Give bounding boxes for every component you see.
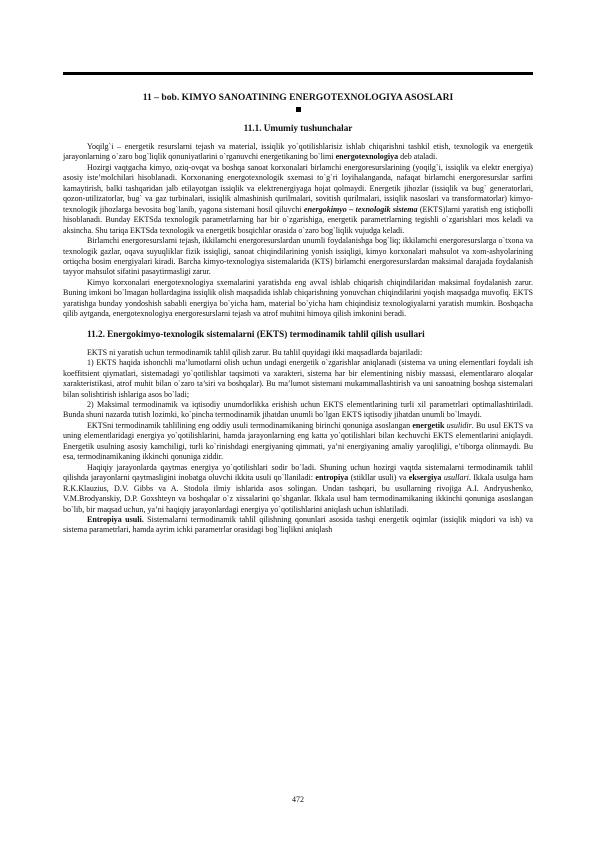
paragraph-6: 1) EKTS haqida ishonchli ma’lumotlarni olish uchun undagi energetik o`zgarishlar aniqlanadi (sistema va uning elementlari foydali ish koeffitsient qiymatlari, sistemadagi yo`qotilishlar taqsimoti va xarakteri, sistema har bir elementining nisbiy massasi, elementlararo aloqalar xarakteristikasi, atrof muhit bilan o`zaro ta’siri va boshqalar). Bu ma’lumot sistemani mukammallashtirish va uni sanoatning boshqa sistemalari bilan solishtirish ishlariga asos bo`ladi;: [63, 358, 533, 399]
section-2-title: 11.2. Energokimyo-texnologik sistemalarni (EKTS) termodinamik tahlil qilish usullari: [87, 328, 425, 339]
paragraph-5: EKTS ni yaratish uchun termodinamik tahlil qilish zarur. Bu tahlil quyidagi ikki maqsadlarda bajariladi:: [87, 347, 423, 357]
header-rule: [63, 72, 533, 75]
section-1-title: 11.1. Umumiy tushunchalar: [243, 123, 353, 133]
paragraph-4: Kimyo korxonalari energotexnologiya sxemalarini yaratishda eng avval ishlab chiqarish chiqindilaridan maksimal foydalanish zarur. Buning imkoni bo`lmagan hollardagina issiqlik olish maqsadida ishlab chiqarishning yonuvchan chiqindilarini yoqish maqsadga muvofiq. EKTS yaratishga bunday yondoshish sababli energiya bo`yicha ham, material bo`yicha ham chiqindisiz texnologiyalarni yaratish mumkin. Boshqacha qilib aytganda, energotexnologiya energoresurslarni tejash va atrof muhitni himoya qilish imkonini beradi.: [63, 277, 533, 319]
paragraph-10: Entropiya usuli. Sistemalarni termodinamik tahlil qilishning qonunlari asosida tashqi energetik oqimlar (issiqlik miqdori va ish) va sistema parametrlari, hamda ayrim ichki parametrlar orasidagi bog`liqlikni aniqlash: [63, 514, 533, 535]
chapter-title: 11 – bob. KIMYO SANOATINING ENERGOTEXNOLOGIYA ASOSLARI: [142, 92, 454, 103]
paragraph-7: 2) Maksimal termodinamik va iqtisodiy unumdorlikka erishish uchun EKTS elementlarining turli xil parametrlari optimallashtiriladi. Bunda shuni nazarda tutish lozimki, ko`pincha termodinamik jihatdan unumli bo`lgan EKTS iqtisodiy jihatdan unumli bo`lmaydi.: [63, 399, 533, 420]
paragraph-1: Yoqilg`i – energetik resurslarni tejash va material, issiqlik yo`qotilishlarisiz ishlab chiqarishni tashkil etish, texnologik va energetik jarayonlarning o`zaro bog`liqlik qonuniyatlarini o`rganuvchi energetikaning bo`limi energotexnologiya deb ataladi.: [63, 142, 533, 162]
square-bullet-icon: [296, 107, 301, 112]
page-number: 472: [292, 795, 304, 804]
paragraph-2: Hozirgi vaqtgacha kimyo, oziq-ovqat va boshqa sanoat korxonalari birlamchi energoresurslarining (yoqilg`i, issiqlik va elektr energiya) asosiy iste’molchilari hisoblanadi. Korxonaning energotexnologik sxemasi to`g`ri loyihalanganda, nafaqat birlamchi energoresurslar sarfini kamaytirish, balki tashqaridan jalb etilayotgan issiqlik va elektrenergiyaga hojat qolmaydi. Energetik jihozlar (issiqlik va bug` generatorlari, qozon-utilizatorlar, bug` va gaz turbinalari, issiqlik almashinish qurilmalari, sovitish qurilmalari, issiqlik nasoslari va transformatorlar) kimyo-texnologik jihozlarga bevosita bog`lanib, yagona sistemani hosil qiluvchi energokimyo – texnologik sistema (EKTS)larni yaratish eng istiqbolli hisoblanadi. Bunday EKTSda texnologik parametrlarning har bir o`zgarishiga, energetik parametrlarning tegishli o`zgarishlari mos keladi va aksincha. Shu tariqa EKTSda texnologik va energetik bosqichlar orasida o`zaro bog`liqlik vujudga keladi.: [63, 162, 533, 235]
page-body: [63, 88, 533, 536]
paragraph-8: EKTSni termodinamik tahlilining eng oddiy usuli termodinamikaning birinchi qonuniga asoslangan energetik usulidir. Bu usul EKTS va uning elementlaridagi energiya yo`qotilishlarini, hamda jarayonlarning eng katta yo`qotilishlari bilan kechuvchi EKTS elementlarini aniqlaydi. Energetik usulning asosiy kamchiligi, turli ko`rinishdagi energiyaning qimmati, ya’ni energiyaning amaliy yaroqliligi, e’tiborga olinmaydi. Bu esa, termodinamikaning ikkinchi qonuniga ziddir.: [63, 420, 534, 462]
paragraph-9: Haqiqiy jarayonlarda qaytmas energiya yo`qotilishlari sodir bo`ladi. Shuning uchun hozirgi vaqtda sistemalarni termodinamik tahlil qilishda jarayonlarni qaytmasligini inobatga oluvchi ikkita usuli qo`llaniladi: entropiya (stikllar usuli) va eksergiya usullari. Ikkala usulga ham R.K.Klauzius, D.V. Gibbs va A. Stodola ilmiy ishlarida asos solingan. Undan tashqari, bu usullarning rivojiga A.I. Andryushenko, V.M.Brodyanskiy, D.P. Goxshteyn va boshqalar o`z xissalarini qo`shganlar. Ikkala usul ham termodinamikaning ikkinchi qonuniga asoslangan bo`lib, bir maqsad uchun, ya’ni haqiqiy jarayonlardagi energiya yo`qotilishlarini aniqlash uchun ishlatiladi.: [63, 462, 533, 514]
paragraph-3: Birlamchi energoresurslarni tejash, ikkilamchi energoresurslardan unumli foydalanishga bog`liq; ikkilamchi energoresurslarga o`txona va texnologik gazlar, oqava suyuqliklar fizik issiqligi, sanoat chiqindilarining yonish issiqligi, kimyo korxonalari mahsulot va xom-ashyolarining ortiqcha bosim energiyalari kiradi. Barcha kimyo-texnologiya sistemalarida (KTS) birlamchi energoresurslardan maksimal darajada foydalanish tayyor mahsulot sifatini pasaytirmasligi zarur.: [63, 236, 533, 277]
